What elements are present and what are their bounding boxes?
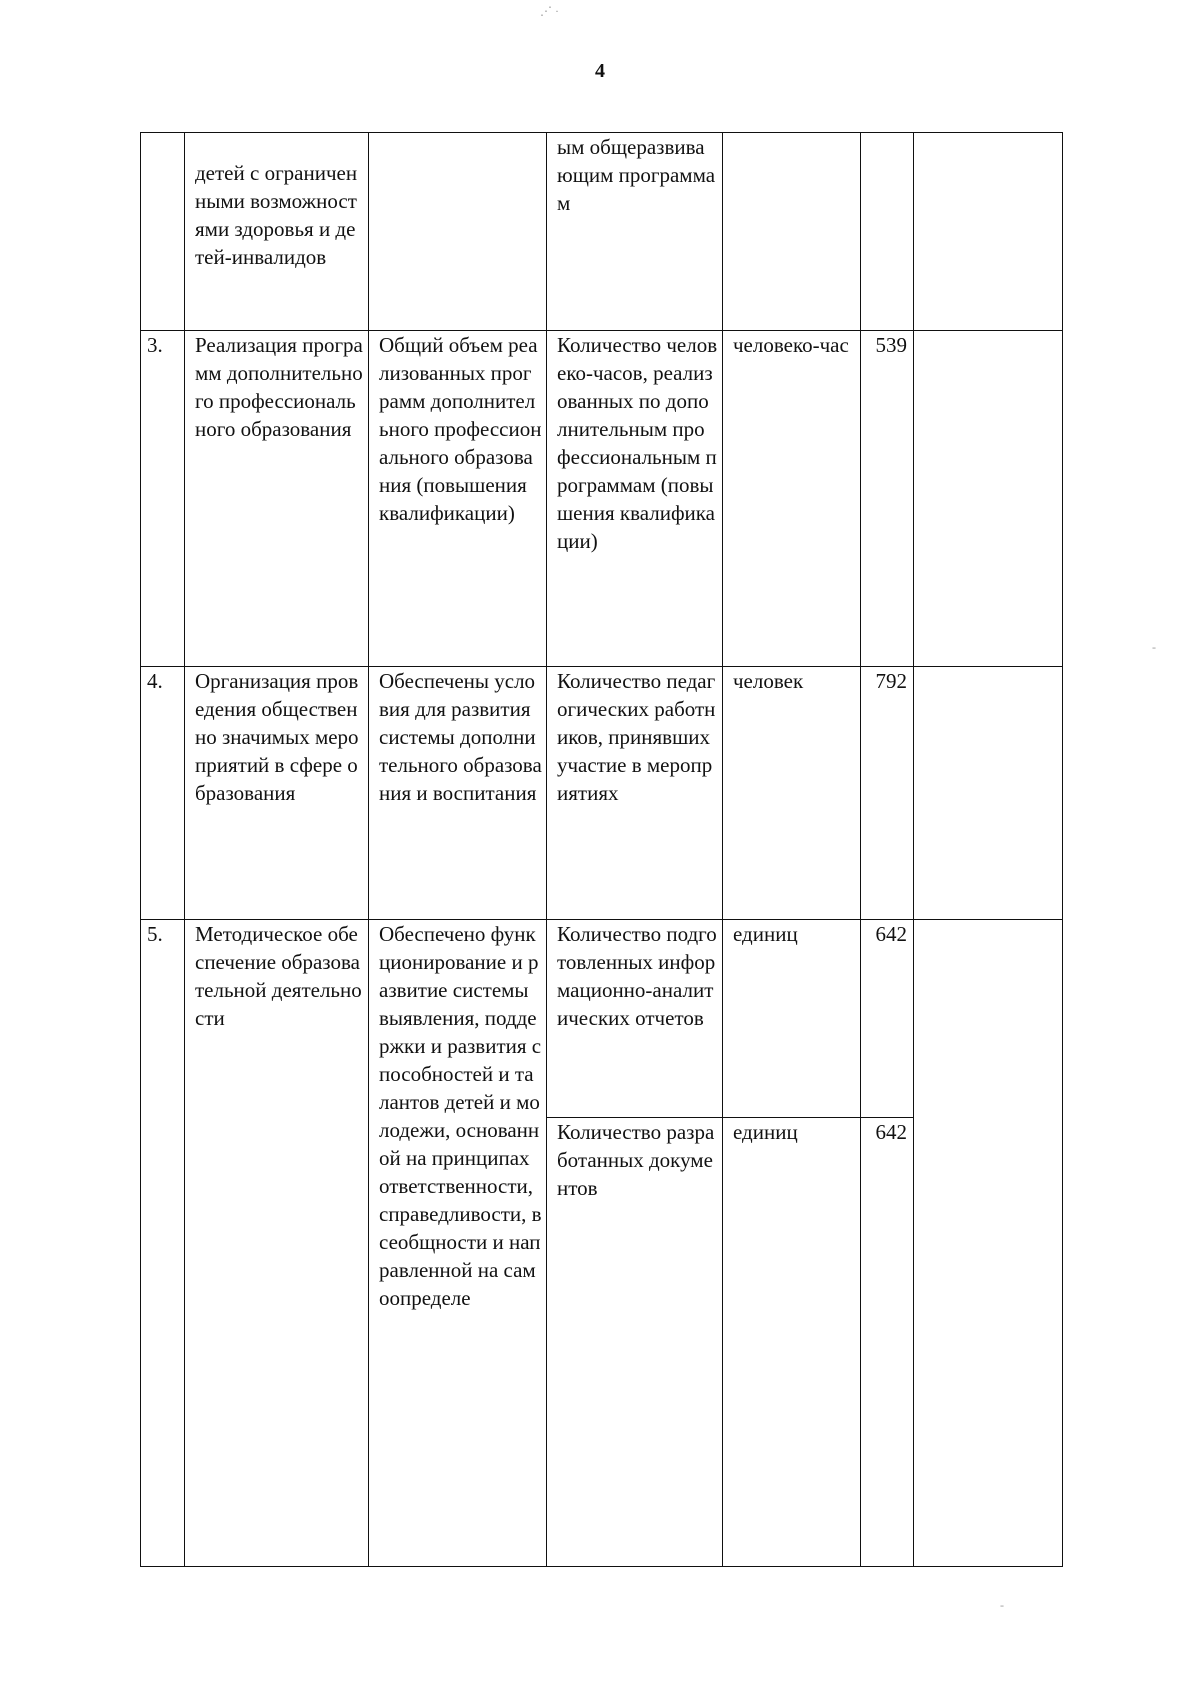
indicator-cell: Количество педагогических работников, принявших участие в мероприятиях (547, 667, 723, 920)
extra-cell (914, 920, 1063, 1567)
extra-cell (914, 667, 1063, 920)
row-number-cell (141, 133, 185, 331)
value-cell: 642 (861, 1118, 914, 1567)
extra-cell (914, 133, 1063, 331)
extra-cell (914, 331, 1063, 667)
work-name-cell (185, 133, 369, 331)
table-row (141, 331, 1063, 667)
value-cell: 642 (861, 920, 914, 1118)
scan-artifact: - (1000, 1598, 1004, 1612)
indicator-cell: Количество подготовленных информационно-аналитических отчетов (547, 920, 723, 1118)
value-cell: 792 (861, 667, 914, 920)
table-row (141, 133, 1063, 331)
row-number-cell: 4. (141, 667, 185, 920)
scan-artifact: - (1152, 640, 1156, 654)
content-cell: Обеспечено функционирование и развитие системы выявления, поддержки и развития способностей и талантов детей и молодежи, основанной на принципах ответственности, справедливости, всеобщности и направленной на самоопределе (369, 920, 547, 1567)
work-name-cell: Методическое обеспечение образовательной деятельности (185, 920, 369, 1567)
indicator-cell: ым общеразвивающим программам (547, 133, 723, 331)
row-number-cell: 5. (141, 920, 185, 1567)
unit-cell: единиц (723, 920, 861, 1118)
unit-cell: человеко-час (723, 331, 861, 667)
work-name-text: детей с ограниченными возможностями здоровья и детей-инвалидов (195, 161, 358, 269)
table-row (141, 667, 1063, 920)
indicator-cell: Количество разработанных документов (547, 1118, 723, 1567)
unit-cell (723, 133, 861, 331)
table-row (141, 920, 1063, 1118)
work-name-cell: Организация проведения общественно значимых мероприятий в сфере образования (185, 667, 369, 920)
work-name-cell: Реализация программ дополнительного профессионального образования (185, 331, 369, 667)
indicator-cell: Количество человеко-часов, реализованных по дополнительным профессиональным программам (повышения квалификации) (547, 331, 723, 667)
scan-artifact: ⋰ · (540, 4, 559, 18)
content-cell: Общий объем реализованных программ дополнительного профессионального образования (повышения квалификации) (369, 331, 547, 667)
page-number: 4 (595, 60, 605, 82)
row-number-cell: 3. (141, 331, 185, 667)
unit-cell: человек (723, 667, 861, 920)
unit-cell: единиц (723, 1118, 861, 1567)
content-cell (369, 133, 547, 331)
value-cell: 539 (861, 331, 914, 667)
content-cell: Обеспечены условия для развития системы дополнительного образования и воспитания (369, 667, 547, 920)
value-cell (861, 133, 914, 331)
indicators-table (140, 132, 1063, 1567)
